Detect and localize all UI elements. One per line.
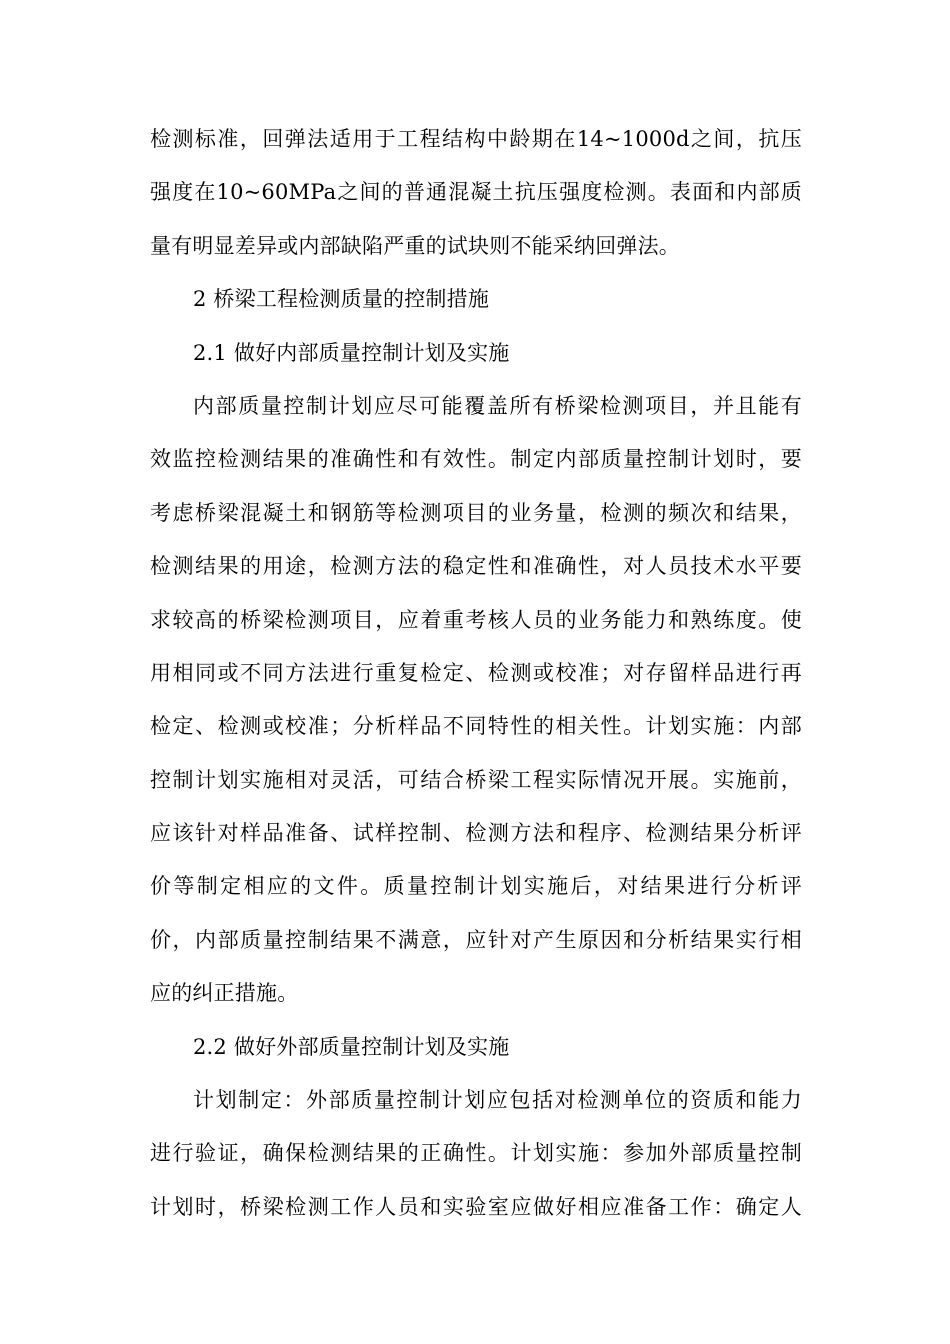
text-line: 考虑桥梁混凝土和钢筋等检测项目的业务量，检测的频次和结果，: [150, 500, 802, 525]
text-line: 价，内部质量控制结果不满意，应针对产生原因和分析结果实行相: [150, 927, 802, 952]
paragraph: [150, 1074, 802, 1234]
document-body: [150, 113, 802, 1234]
subsection-heading: [150, 327, 802, 380]
paragraph: [150, 380, 802, 1021]
heading-line: 2 桥梁工程检测质量的控制措施: [193, 287, 490, 312]
text-line: 效监控检测结果的准确性和有效性。制定内部质量控制计划时，要: [150, 447, 802, 472]
text-line: 检测标准，回弹法适用于工程结构中龄期在14~1000d之间，抗压: [150, 127, 802, 151]
text-line: 求较高的桥梁检测项目，应着重考核人员的业务能力和熟练度。使: [150, 607, 802, 632]
text-line: 计划制定：外部质量控制计划应包括对检测单位的资质和能力: [193, 1088, 802, 1113]
text-line: 强度在10~60MPa之间的普通混凝土抗压强度检测。表面和内部质: [150, 180, 802, 205]
paragraph: [150, 113, 802, 273]
text-line: 用相同或不同方法进行重复检定、检测或校准；对存留样品进行再: [150, 660, 802, 685]
text-line: 计划时，桥梁检测工作人员和实验室应做好相应准备工作：确定人: [150, 1194, 802, 1219]
text-line: 控制计划实施相对灵活，可结合桥梁工程实际情况开展。实施前，: [150, 767, 802, 792]
text-line: 应的纠正措施。: [150, 981, 299, 1006]
text-line: 价等制定相应的文件。质量控制计划实施后，对结果进行分析评: [150, 874, 802, 899]
heading-line: 2.1 做好内部质量控制计划及实施: [193, 340, 510, 365]
subsection-heading: [150, 1021, 802, 1074]
text-line: 应该针对样品准备、试样控制、检测方法和程序、检测结果分析评: [150, 821, 802, 846]
text-line: 检测结果的用途，检测方法的稳定性和准确性，对人员技术水平要: [150, 554, 802, 579]
text-line: 内部质量控制计划应尽可能覆盖所有桥梁检测项目，并且能有: [193, 393, 802, 418]
heading-line: 2.2 做好外部质量控制计划及实施: [193, 1034, 510, 1059]
section-heading: [150, 273, 802, 326]
text-line: 检定、检测或校准；分析样品不同特性的相关性。计划实施：内部: [150, 714, 802, 739]
text-line: 进行验证，确保检测结果的正确性。计划实施：参加外部质量控制: [150, 1141, 802, 1166]
text-line: 量有明显差异或内部缺陷严重的试块则不能采纳回弹法。: [150, 233, 680, 258]
